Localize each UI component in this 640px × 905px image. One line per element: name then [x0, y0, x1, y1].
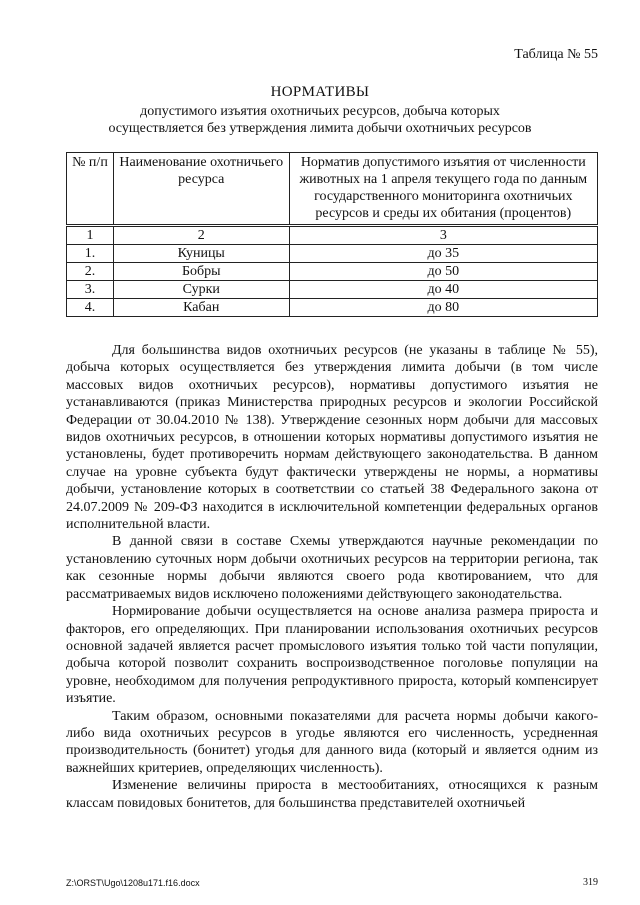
footer-file-path: Z:\ORST\Ugo\1208u171.f16.docx	[66, 878, 200, 888]
footer-page-number: 319	[583, 877, 598, 888]
header-norm: Норматив допустимого изъятия от численности животных на 1 апреля текущего года по данным государственного мониторинга охотничьих ресурсов и среды их обитания (процентов)	[289, 153, 597, 226]
column-number: 3	[289, 226, 597, 245]
document-subtitle-line-2: осуществляется без утверждения лимита добычи охотничьих ресурсов	[108, 121, 532, 136]
paragraph: В данной связи в составе Схемы утверждаются научные рекомендации по установлению суточных норм добычи охотничьих ресурсов на территории региона, так как сезонные нормы добычи являются своего рода квотированием, что для рассматриваемых видов исключено положениями действующего законодательства.	[66, 534, 598, 602]
row-resource: Кабан	[113, 299, 289, 317]
table-row	[67, 299, 598, 317]
row-resource: Куницы	[113, 245, 289, 263]
body-text	[66, 342, 598, 812]
column-numbers-row	[67, 226, 598, 245]
paragraph: Для большинства видов охотничьих ресурсов (не указаны в таблице № 55), добыча которых осуществляется без утверждения лимита добычи (в том числе массовых видов охотничьих ресурсов), нормативы допустимого изъятия не устанавливаются (приказ Министерства природных ресурсов и экологии Российской Федерации от 30.04.2010 № 138). Утверждение сезонных норм добычи для массовых видов охотничьих ресурсов, в отношении которых нормативы допустимого изъятия не установлены, будет противоречить нормам действующего законодательства. В данном случае на уровне субъекта будут фактически утверждены не нормы, а нормативы добычи, установление которых в соответствии со статьей 38 Федерального закона от 24.07.2009 № 209-ФЗ находится в исключительной компетенции федеральных органов исполнительной власти.	[66, 343, 598, 533]
row-norm: до 50	[289, 263, 597, 281]
table-header-row	[67, 153, 598, 226]
row-number: 3.	[67, 281, 114, 299]
paragraph: Нормирование добычи осуществляется на основе анализа размера прироста и факторов, его определяющих. При планировании использования охотничьих ресурсов основной задачей является расчет промыслового изъятия только той части популяции, добыча которой позволит сохранить воспроизводственное поголовье популяции на уровне, необходимом для получения репродуктивного прироста, который компенсирует изъятие.	[66, 604, 598, 707]
paragraph: Таким образом, основными показателями для расчета нормы добычи какого-либо вида охотничьих ресурсов в угодье являются его численность, усредненная производительность (бонитет) угодья для данного вида (который и является одним из важнейших критериев, определяющих численность).	[66, 708, 598, 776]
row-number: 1.	[67, 245, 114, 263]
document-title: НОРМАТИВЫ	[270, 84, 370, 100]
paragraph: Изменение величины прироста в местообитаниях, относящихся к разным классам повидовых бонитетов, для большинства представителей охотничьей	[66, 778, 598, 811]
table-row	[67, 245, 598, 263]
table-row	[67, 281, 598, 299]
norms-table	[66, 152, 598, 317]
table-number-label: Таблица № 55	[514, 47, 598, 62]
row-number: 2.	[67, 263, 114, 281]
column-number: 2	[113, 226, 289, 245]
row-resource: Сурки	[113, 281, 289, 299]
row-norm: до 35	[289, 245, 597, 263]
document-subtitle-line-1: допустимого изъятия охотничьих ресурсов, добыча которых	[140, 104, 500, 119]
row-norm: до 80	[289, 299, 597, 317]
row-resource: Бобры	[113, 263, 289, 281]
row-norm: до 40	[289, 281, 597, 299]
table-row	[67, 263, 598, 281]
column-number: 1	[67, 226, 114, 245]
row-number: 4.	[67, 299, 114, 317]
header-resource-name: Наименование охотничьего ресурса	[113, 153, 289, 226]
header-number: № п/п	[67, 153, 114, 226]
